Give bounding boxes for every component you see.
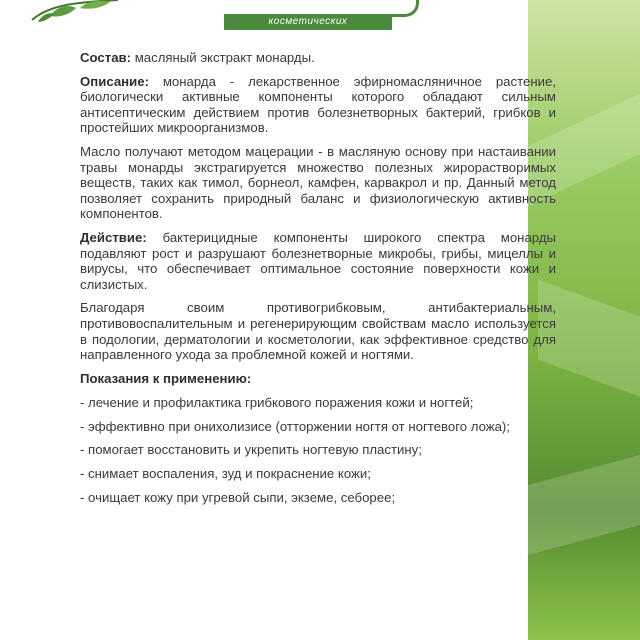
indication-item: - лечение и профилактика грибкового поражения кожи и ногтей; xyxy=(80,395,474,411)
composition-paragraph xyxy=(80,50,556,66)
indication-item: - снимает воспаления, зуд и покраснение кожи; xyxy=(80,466,371,482)
action-paragraph xyxy=(80,230,556,292)
action-text: бактерицидные компоненты широкого спектра монарды подавляют рост и разрушают болезнетворные микробы, грибы, мицеллы и вирусы, что обеспечивает оптимальное состояние поверхности кожи и слизистых. xyxy=(80,229,556,292)
description-body: монарда - лекарственное эфирномасляничное растение, биологически активные компоненты которого обладают сильным антисептическим действием против болезнетворных бактерий, грибков и простейших микроорганизмов. xyxy=(80,73,556,136)
indication-item: - эффективно при онихолизисе (отторжении ногтя от ногтевого ложа); xyxy=(80,418,510,434)
brand-strip: косметических xyxy=(224,14,392,30)
description-paragraph xyxy=(80,74,556,136)
action-label: Действие: xyxy=(80,229,147,245)
properties-paragraph: Благодаря своим противогрибковым, антибактериальным, противовоспалительным и регенерирующим свойствам масло используется в подологии, дерматологии и косметологии, как эффективное средство для направленного ухода за проблемной кожей и ногтями. xyxy=(80,300,556,363)
indications-heading: Показания к применению: xyxy=(80,370,252,386)
indication-item: - помогает восстановить и укрепить ногтевую пластину; xyxy=(80,442,422,458)
description-label: Описание: xyxy=(80,73,149,89)
composition-text: масляный экстракт монарды. xyxy=(131,50,315,65)
description-text xyxy=(80,50,556,513)
indication-item: - очищает кожу при угревой сыпи, экземе, себорее; xyxy=(80,489,396,505)
composition-label: Состав: xyxy=(80,50,132,65)
method-paragraph: Масло получают методом мацерации - в масляную основу при настаивании травы монарды экстрагируется множество полезных жирорастворимых веществ, таких как тимол, борнеол, камфен, карвакрол и пр. Данный метод позволяет сохранить природный баланс и физиологическую активность компонентов. xyxy=(80,143,556,222)
leaf-logo-icon xyxy=(30,0,120,24)
